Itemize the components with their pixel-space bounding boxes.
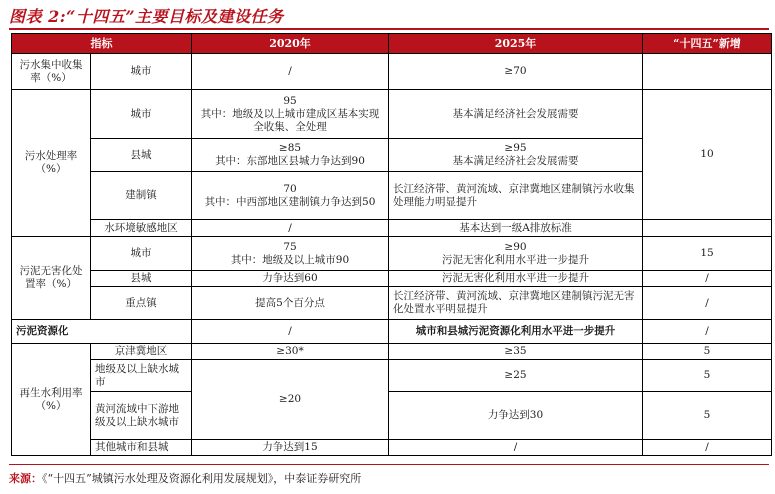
note: 其中：地级及以上城市建成区基本实现全收集、全处理 — [200, 107, 380, 133]
cell-2025: / — [389, 440, 643, 456]
value: 70 — [283, 182, 297, 195]
header-new: “十四五”新增 — [643, 34, 772, 54]
sub-other: 其他城市和县城 — [91, 440, 192, 456]
source-note — [9, 470, 361, 486]
cell-2025 — [389, 139, 643, 172]
header-2020: 2020年 — [192, 34, 389, 54]
cell-2020: / — [192, 220, 389, 237]
sub-city: 城市 — [91, 54, 192, 90]
cell-2025: 长江经济带、黄河流域、京津冀地区建制镇污泥无害化处置水平明显提升 — [389, 287, 643, 320]
indicator-treatment: 污水处理率（%） — [12, 90, 91, 237]
cell-2025: 力争达到30 — [389, 392, 643, 440]
cell-2020: 提高5个百分点 — [192, 287, 389, 320]
indicator-sludge-resource: 污泥资源化 — [12, 320, 192, 344]
cell-2025: ≥25 — [389, 360, 643, 392]
cell-2020: ≥20 — [192, 360, 389, 440]
note: 其中：中西部地区建制镇力争达到50 — [204, 195, 376, 208]
cell-new: 15 — [643, 237, 772, 271]
indicator-sewage-collection: 污水集中收集率（%） — [12, 54, 91, 90]
cell-2020: ≥30* — [192, 344, 389, 360]
value: 75 — [283, 240, 297, 253]
cell-new: 5 — [643, 344, 772, 360]
sub-prefecture: 地级及以上缺水城市 — [91, 360, 192, 392]
sub-key-town: 重点镇 — [91, 287, 192, 320]
cell-2020 — [192, 237, 389, 271]
sub-town: 建制镇 — [91, 172, 192, 220]
sub-city: 城市 — [91, 90, 192, 139]
cell-new: / — [643, 271, 772, 287]
cell-new: / — [643, 320, 772, 344]
cell-new: / — [643, 287, 772, 320]
sub-yellow-river: 黄河流域中下游地级及以上缺水城市 — [91, 392, 192, 440]
cell-2020: / — [192, 54, 389, 90]
cell-2025: 城市和县城污泥资源化利用水平进一步提升 — [389, 320, 643, 344]
title-rule — [9, 28, 769, 30]
value: ≥85 — [278, 142, 302, 154]
value: ≥95 — [504, 142, 527, 154]
note: 基本满足经济社会发展需要 — [452, 155, 579, 167]
note: 污泥无害化利用水平进一步提升 — [442, 253, 589, 266]
cell-new: 10 — [643, 90, 772, 220]
cell-2025: 污泥无害化利用水平进一步提升 — [389, 271, 643, 287]
cell-2020: 力争达到60 — [192, 271, 389, 287]
figure-title: 图表 2:“十四五”主要目标及建设任务 — [9, 7, 284, 26]
cell-2020 — [192, 90, 389, 139]
source-rule — [9, 464, 769, 465]
cell-new: 5 — [643, 392, 772, 440]
cell-new — [643, 220, 772, 237]
sub-city: 城市 — [91, 237, 192, 271]
header-indicator: 指标 — [12, 34, 192, 54]
indicator-reuse: 再生水利用率（%） — [12, 344, 91, 456]
cell-2025: 基本满足经济社会发展需要 — [389, 90, 643, 139]
cell-2025: 基本达到一级A排放标准 — [389, 220, 643, 237]
cell-new: / — [643, 440, 772, 456]
cell-new — [643, 54, 772, 90]
cell-2020: / — [192, 320, 389, 344]
note: 其中：东部地区县城力争达到90 — [215, 155, 365, 167]
sub-county: 县城 — [91, 271, 192, 287]
goals-table — [11, 33, 772, 456]
cell-2020 — [192, 172, 389, 220]
cell-2025: ≥35 — [389, 344, 643, 360]
header-2025: 2025年 — [389, 34, 643, 54]
sub-jjj: 京津冀地区 — [91, 344, 192, 360]
indicator-sludge-harmless: 污泥无害化处置率（%） — [12, 237, 91, 320]
cell-2020: 力争达到15 — [192, 440, 389, 456]
source-text: 《“十四五”城镇污水处理及资源化利用发展规划》，中泰证券研究所 — [42, 472, 362, 485]
note: 其中：地级及以上城市90 — [230, 253, 350, 266]
cell-2025: ≥70 — [389, 54, 643, 90]
cell-new: 5 — [643, 360, 772, 392]
source-label: 来源： — [9, 472, 42, 485]
sub-sensitive: 水环境敏感地区 — [91, 220, 192, 237]
cell-2025 — [389, 237, 643, 271]
sub-county: 县城 — [91, 139, 192, 172]
value: 95 — [283, 94, 297, 107]
value: ≥90 — [504, 240, 527, 253]
cell-2025: 长江经济带、黄河流域、京津冀地区建制镇污水收集处理能力明显提升 — [389, 172, 643, 220]
cell-2020 — [192, 139, 389, 172]
